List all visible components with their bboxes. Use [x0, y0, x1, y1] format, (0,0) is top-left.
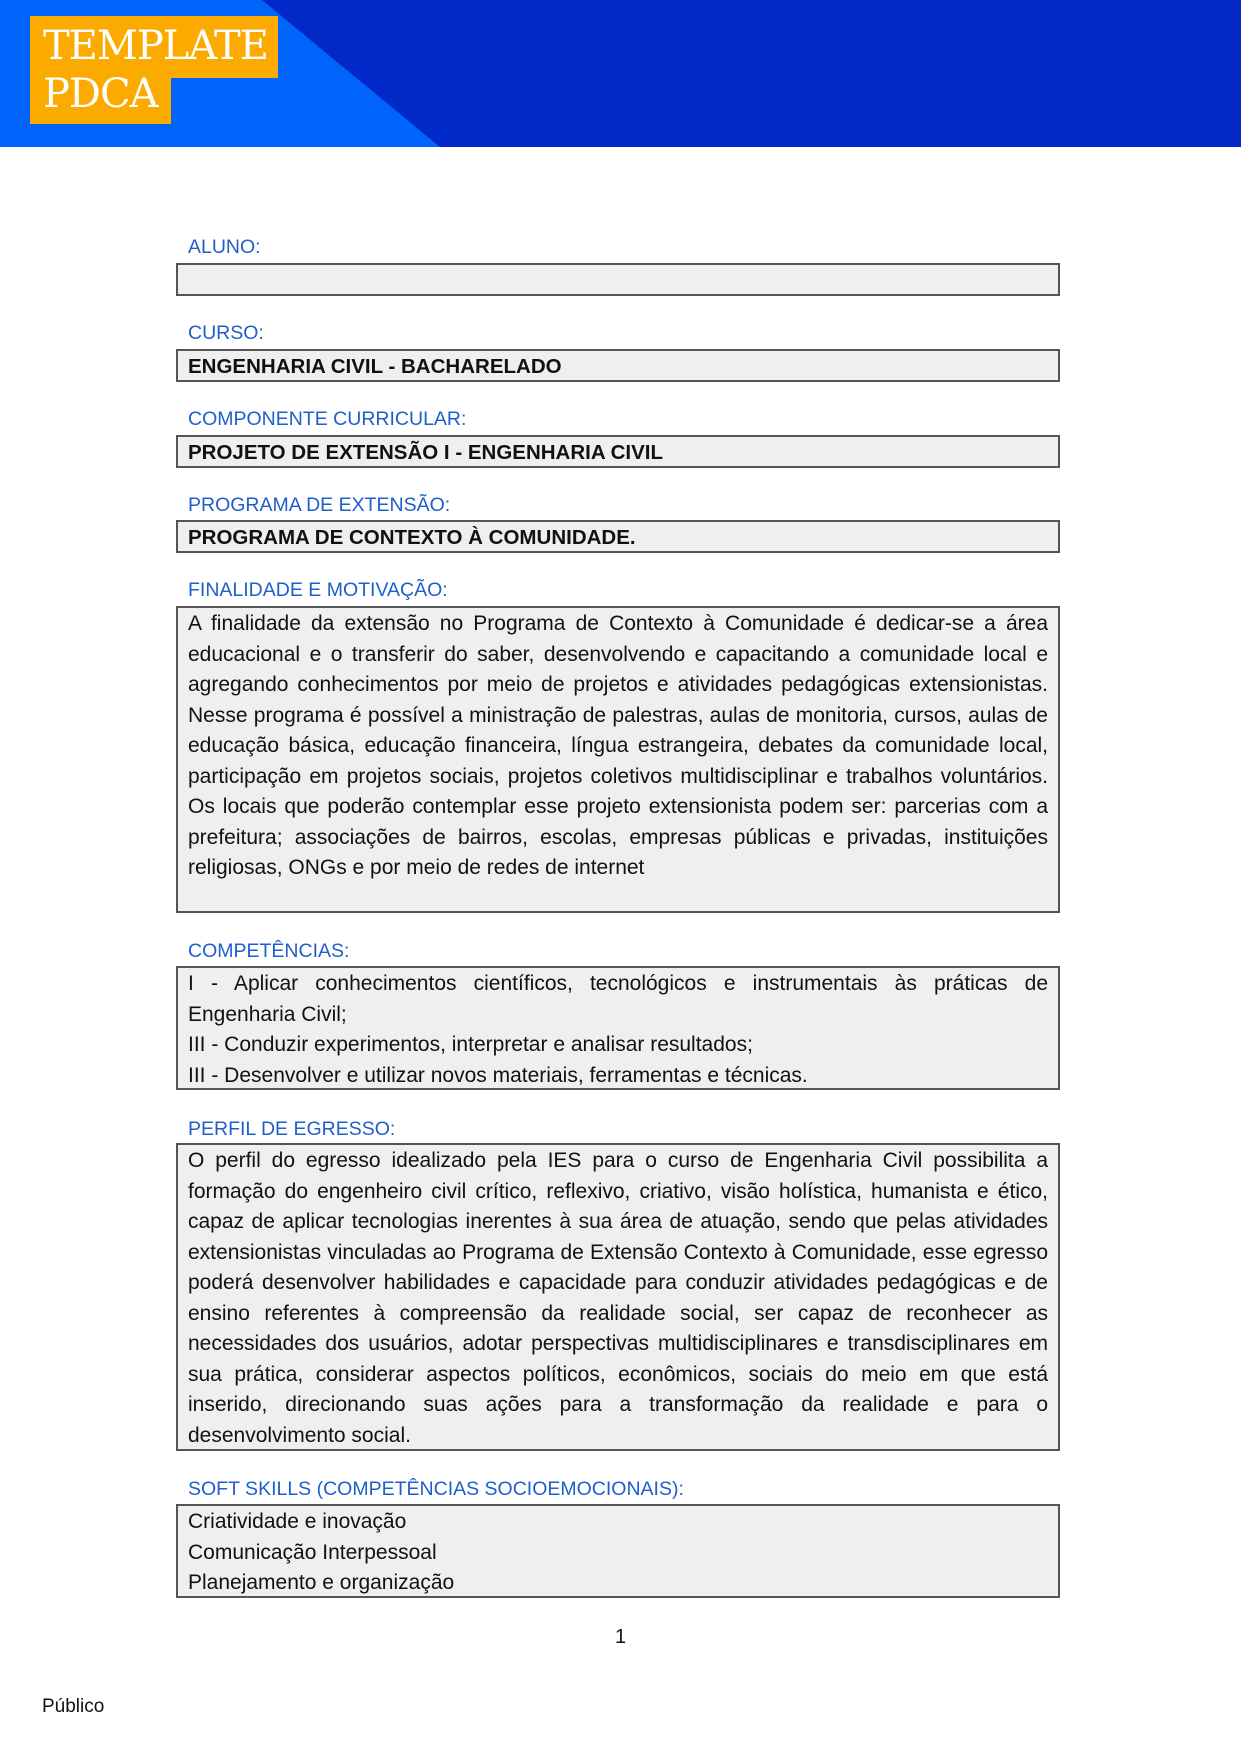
perfil-field[interactable]: [176, 1143, 1060, 1451]
competencias-label: COMPETÊNCIAS:: [188, 940, 350, 962]
finalidade-text: A finalidade da extensão no Programa de Contexto à Comunidade é dedicar-se a área educacional e o transferir do saber, desenvolvendo e capacitando a comunidade local e agregando conhecimentos por meio de projetos e atividades pedagógicas extensionistas. Nesse programa é possível a ministração de palestras, aulas de monitoria, cursos, aulas de educação básica, educação financeira, língua estrangeira, debates da comunidade local, participação em projetos sociais, projetos coletivos multidisciplinar e trabalhos voluntários. Os locais que poderão contemplar esse projeto extensionista podem ser: parcerias com a prefeitura; associações de bairros, escolas, empresas públicas e privadas, instituições religiosas, ONGs e por meio de redes de internet: [188, 612, 1048, 879]
soft-skill-item: Planejamento e organização: [188, 1571, 455, 1594]
header-banner: [0, 0, 1241, 147]
perfil-label: PERFIL DE EGRESSO:: [188, 1118, 396, 1140]
logo-line-1: TEMPLATE: [43, 23, 268, 69]
competencia-item: III - Conduzir experimentos, interpretar e analisar resultados;: [188, 1033, 753, 1056]
soft-skill-item: Comunicação Interpessoal: [188, 1540, 437, 1564]
componente-label: COMPONENTE CURRICULAR:: [188, 408, 467, 430]
competencias-field[interactable]: [176, 966, 1060, 1090]
competencia-item: I - Aplicar conhecimentos científicos, tecnológicos e instrumentais às práticas de Engenharia Civil;: [188, 972, 1048, 1026]
competencia-item: III - Desenvolver e utilizar novos materiais, ferramentas e técnicas.: [188, 1063, 808, 1087]
programa-field[interactable]: PROGRAMA DE CONTEXTO À COMUNIDADE.: [176, 520, 1060, 553]
aluno-field[interactable]: [176, 263, 1060, 296]
logo-line-2: PDCA: [43, 71, 158, 117]
programa-label: PROGRAMA DE EXTENSÃO:: [188, 494, 451, 516]
aluno-label: ALUNO:: [188, 236, 261, 258]
componente-field[interactable]: PROJETO DE EXTENSÃO I - ENGENHARIA CIVIL: [176, 435, 1060, 468]
curso-label: CURSO:: [188, 322, 264, 344]
soft-skills-field[interactable]: [176, 1504, 1060, 1598]
soft-skill-item: Criatividade e inovação: [188, 1510, 407, 1533]
finalidade-field[interactable]: [176, 606, 1060, 913]
classification-label: Público: [42, 1696, 105, 1717]
perfil-text: O perfil do egresso idealizado pela IES para o curso de Engenharia Civil possibilita a formação do engenheiro civil crítico, reflexivo, criativo, visão holística, humanista e ético, capaz de aplicar tecnologias inerentes à sua área de atuação, sendo que pelas atividades extensionistas vinculadas ao Programa de Extensão Contexto à Comunidade, esse egresso poderá desenvolver habilidades e capacidade para conduzir atividades pedagógicas e de ensino referentes à compreensão da realidade social, ser capaz de reconhecer as necessidades dos usuários, adotar perspectivas multidisciplinares e transdisciplinares em sua prática, considerar aspectos políticos, econômicos, sociais do meio em que está inserido, direcionando suas ações para a transformação da realidade e para o desenvolvimento social.: [188, 1149, 1048, 1447]
logo-text: [43, 22, 268, 118]
soft-skills-label: SOFT SKILLS (COMPETÊNCIAS SOCIOEMOCIONAIS):: [188, 1478, 684, 1500]
curso-field[interactable]: ENGENHARIA CIVIL - BACHARELADO: [176, 349, 1060, 382]
finalidade-label: FINALIDADE E MOTIVAÇÃO:: [188, 579, 448, 601]
page-number: 1: [615, 1626, 627, 1648]
